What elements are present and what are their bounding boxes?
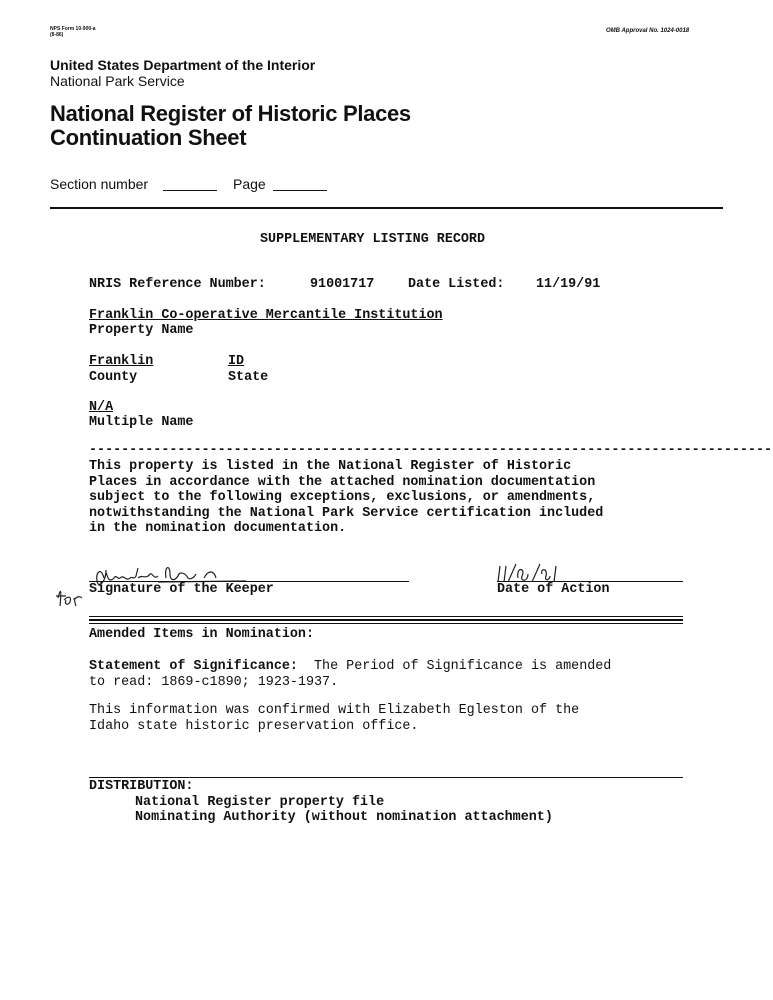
property-name-label: Property Name bbox=[89, 323, 194, 338]
property-name-value: Franklin Co-operative Mercantile Institution bbox=[89, 308, 443, 323]
double-separator-lower bbox=[89, 620, 683, 624]
record-heading: SUPPLEMENTARY LISTING RECORD bbox=[260, 232, 485, 247]
page-title-line2: Continuation Sheet bbox=[50, 125, 247, 150]
form-number-text: NPS Form 10-900-a bbox=[50, 26, 96, 32]
department-name: United States Department of the Interior bbox=[50, 57, 316, 73]
page-number-field bbox=[273, 190, 327, 191]
form-number bbox=[50, 26, 96, 38]
state-value: ID bbox=[228, 354, 245, 369]
amended-items-heading: Amended Items in Nomination: bbox=[89, 627, 314, 642]
confirmation-line: Idaho state historic preservation office. bbox=[89, 718, 419, 734]
distribution-block bbox=[89, 779, 553, 826]
page-label: Page bbox=[233, 176, 266, 192]
agency-name: National Park Service bbox=[50, 73, 185, 89]
form-date-text: (8-86) bbox=[50, 32, 64, 38]
state-label: State bbox=[228, 370, 269, 385]
date-of-action-label: Date of Action bbox=[497, 582, 610, 597]
signature-label: Signature of the Keeper bbox=[89, 582, 274, 597]
multiple-name-label: Multiple Name bbox=[89, 415, 194, 430]
header-divider bbox=[50, 207, 723, 209]
statement-line: Places in accordance with the attached nomination documentation bbox=[89, 474, 596, 490]
distribution-separator bbox=[89, 777, 683, 778]
section-number-label: Section number bbox=[50, 176, 149, 192]
confirmation-note bbox=[89, 703, 579, 734]
county-label: County bbox=[89, 370, 138, 385]
statement-line: This property is listed in the National Register of Historic bbox=[89, 459, 572, 474]
date-listed-value: 11/19/91 bbox=[536, 277, 601, 292]
confirmation-line: This information was confirmed with Elizabeth Egleston of the bbox=[89, 703, 580, 718]
date-listed-label: Date Listed: bbox=[408, 277, 505, 292]
significance-label: Statement of Significance: bbox=[89, 659, 298, 674]
statement-line: subject to the following exceptions, exclusions, or amendments, bbox=[89, 490, 596, 505]
page-title-line1: National Register of Historic Places bbox=[50, 101, 411, 126]
dashed-separator: ------------------------------------------------------------------------------------- bbox=[89, 443, 773, 458]
significance-text: The Period of Significance is amended bbox=[314, 659, 612, 674]
multiple-name-value: N/A bbox=[89, 400, 114, 415]
significance-amendment bbox=[89, 657, 611, 690]
statement-line: notwithstanding the National Park Service certification included bbox=[89, 505, 604, 521]
nris-reference-label: NRIS Reference Number: bbox=[89, 277, 266, 292]
significance-text-continued: to read: 1869-c1890; 1923-1937. bbox=[89, 674, 339, 690]
statement-line: in the nomination documentation. bbox=[89, 521, 347, 536]
section-number-field bbox=[163, 190, 217, 191]
distribution-item: National Register property file bbox=[135, 794, 385, 810]
nris-reference-value: 91001717 bbox=[310, 277, 375, 292]
distribution-item: Nominating Authority (without nomination attachment) bbox=[135, 810, 553, 825]
county-value: Franklin bbox=[89, 354, 154, 369]
omb-approval: OMB Approval No. 1024-0018 bbox=[606, 28, 690, 34]
distribution-label: DISTRIBUTION: bbox=[89, 779, 194, 794]
listing-statement bbox=[89, 459, 603, 537]
